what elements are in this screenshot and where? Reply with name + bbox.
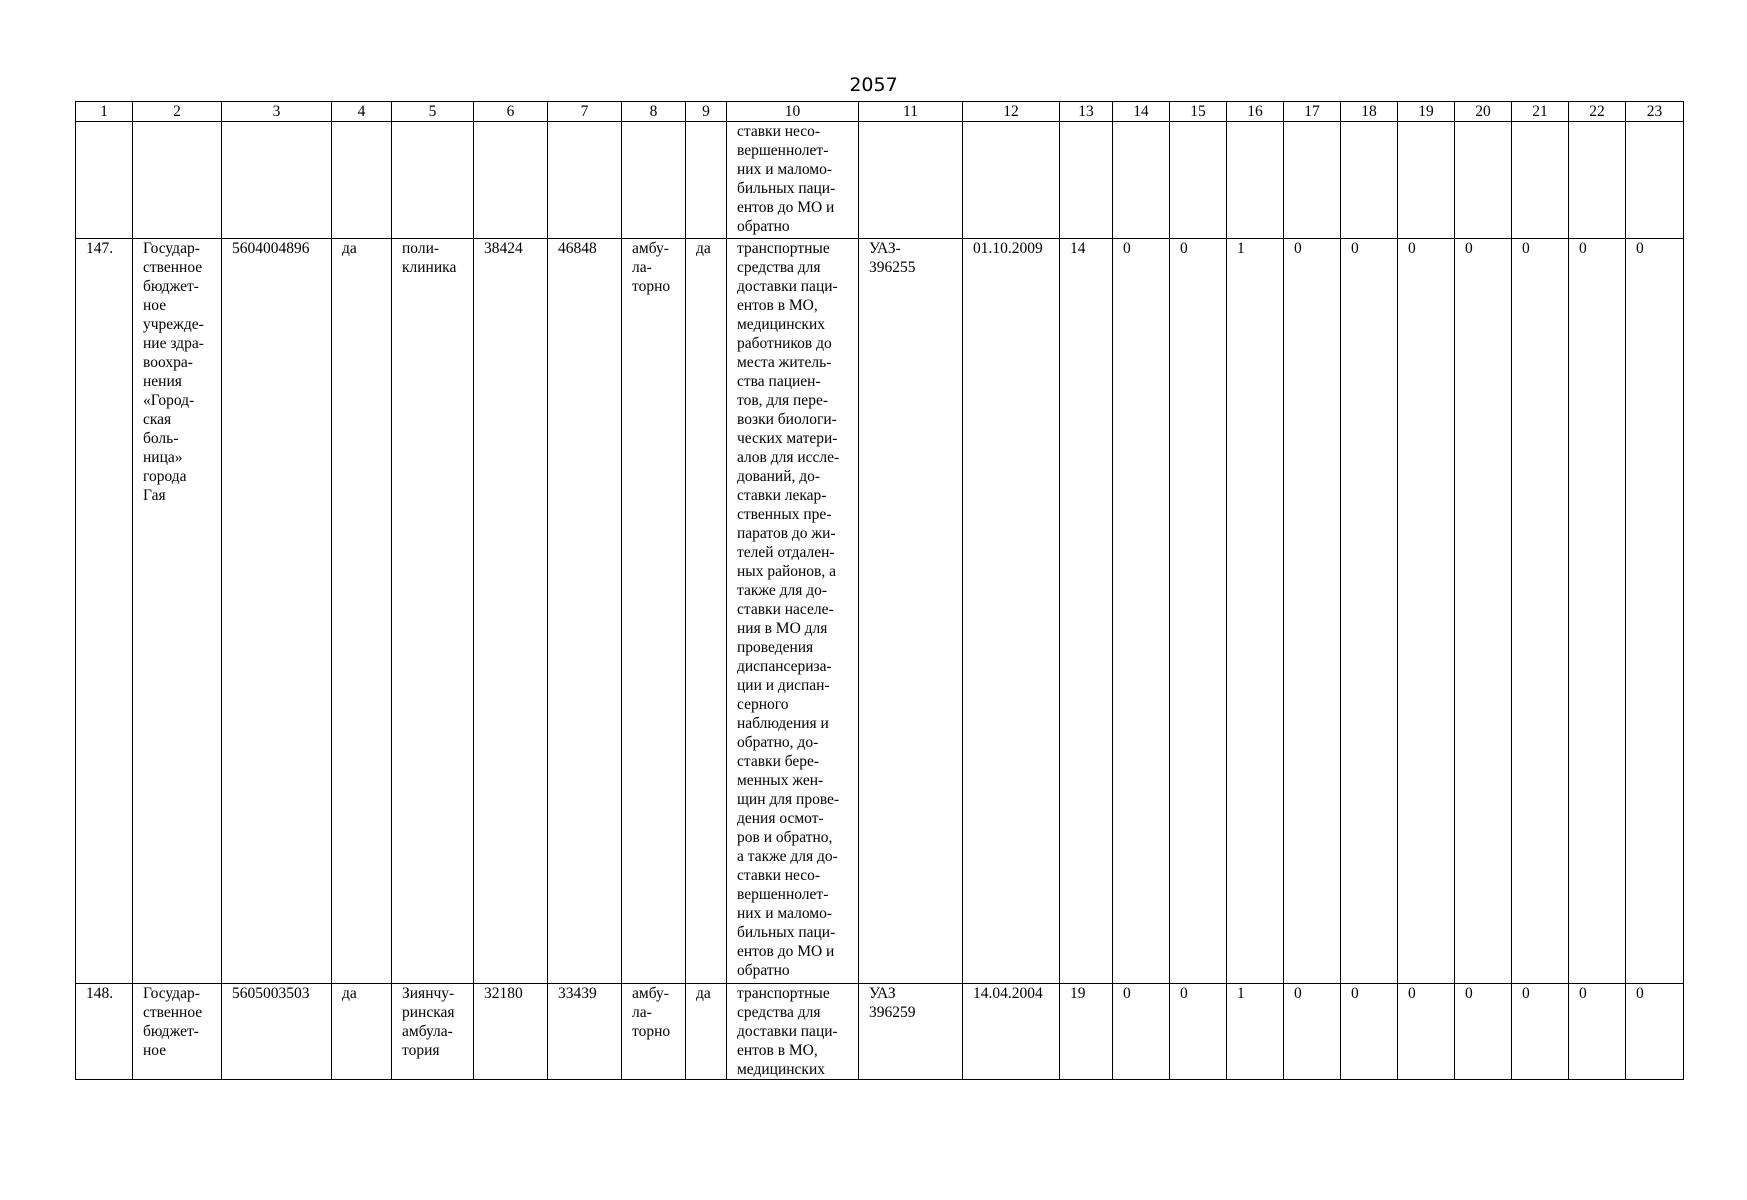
organization-name-cell: Государ- ственное бюджет- ное учрежде- ние здра- воохра- нения «Город- ская боль- ница» города Гая	[133, 239, 222, 984]
subdivision-cell: поли- клиника	[392, 239, 474, 984]
table-cell	[133, 122, 222, 239]
table-cell	[686, 122, 727, 239]
table-cell: 0	[1398, 239, 1455, 984]
column-number-row	[76, 102, 1684, 122]
table-cell: 0	[1569, 239, 1626, 984]
table-cell: 0	[1512, 239, 1569, 984]
table-cell	[1227, 122, 1284, 239]
table-row-147	[76, 239, 1684, 984]
table-cell	[222, 122, 332, 239]
vehicle-model-cell: УАЗ- 396255	[859, 239, 963, 984]
table-cell: 14	[1060, 239, 1113, 984]
table-cell: ставки несо- вершеннолет- них и маломо- бильных паци- ентов до МО и обратно	[727, 122, 859, 239]
table-cell: 1	[1227, 984, 1284, 1080]
column-number: 2	[133, 102, 222, 122]
table-cell: 0	[1626, 984, 1684, 1080]
purpose-cell: транспортные средства для доставки паци- ентов в МО, медицинских работников до места житель- ства пациен- тов, для пере- возки биологи- ческих матери- алов для иссле- дований, до- ставки лекар- ственных пре- паратов до жи- телей отдален- ных районов, а также для до- ставки населе- ния в МО для проведения диспансериза- ции и диспан- серного наблюдения и обратно, до- ставки бере- менных жен- щин для прове- дения осмот- ров и обратно, а также для до- ставки несо- вершеннолет- них и маломо- бильных паци- ентов до МО и обратно	[727, 239, 859, 984]
table-cell: 32180	[474, 984, 548, 1080]
table-cell: 0	[1398, 984, 1455, 1080]
table-cell	[859, 122, 963, 239]
row-number-cell: 148.	[76, 984, 133, 1080]
column-number: 18	[1341, 102, 1398, 122]
table-cell: да	[332, 984, 392, 1080]
column-number: 4	[332, 102, 392, 122]
table-cell	[963, 122, 1060, 239]
table-cell: 0	[1512, 984, 1569, 1080]
column-number: 8	[622, 102, 686, 122]
page-number: 2057	[849, 74, 898, 96]
table-row-148	[76, 984, 1684, 1080]
table-cell: 0	[1284, 984, 1341, 1080]
table-cell: да	[686, 984, 727, 1080]
table-cell	[1284, 122, 1341, 239]
column-number: 3	[222, 102, 332, 122]
date-cell: 14.04.2004	[963, 984, 1060, 1080]
table-cell	[622, 122, 686, 239]
column-number: 6	[474, 102, 548, 122]
table-cell: да	[332, 239, 392, 984]
care-type-cell: амбу- ла- торно	[622, 239, 686, 984]
table-cell: 46848	[548, 239, 622, 984]
table-cell: 1	[1227, 239, 1284, 984]
table-cell: 0	[1455, 984, 1512, 1080]
column-number: 7	[548, 102, 622, 122]
column-number: 20	[1455, 102, 1512, 122]
table-cell	[1113, 122, 1170, 239]
table-cell	[474, 122, 548, 239]
organization-name-cell: Государ- ственное бюджет- ное	[133, 984, 222, 1080]
table-cell: да	[686, 239, 727, 984]
column-number: 9	[686, 102, 727, 122]
table-cell	[332, 122, 392, 239]
table-cell: 0	[1170, 984, 1227, 1080]
care-type-cell: амбу- ла- торно	[622, 984, 686, 1080]
table-cell	[1569, 122, 1626, 239]
table-cell	[1626, 122, 1684, 239]
subdivision-cell: Зиянчу- ринская амбула- тория	[392, 984, 474, 1080]
table-cell	[548, 122, 622, 239]
column-number: 5	[392, 102, 474, 122]
table-row-continuation	[76, 122, 1684, 239]
column-number: 22	[1569, 102, 1626, 122]
table-cell: 33439	[548, 984, 622, 1080]
column-number: 1	[76, 102, 133, 122]
table-cell: 0	[1113, 984, 1170, 1080]
column-number: 19	[1398, 102, 1455, 122]
inn-cell: 5605003503	[222, 984, 332, 1080]
table-cell: 19	[1060, 984, 1113, 1080]
table-cell	[1341, 122, 1398, 239]
table-cell: 38424	[474, 239, 548, 984]
row-number-cell: 147.	[76, 239, 133, 984]
vehicle-model-cell: УАЗ 396259	[859, 984, 963, 1080]
table-cell	[76, 122, 133, 239]
column-number: 15	[1170, 102, 1227, 122]
table-cell	[1170, 122, 1227, 239]
registry-table	[75, 101, 1684, 1080]
table-cell: 0	[1569, 984, 1626, 1080]
date-cell: 01.10.2009	[963, 239, 1060, 984]
table-cell: 0	[1455, 239, 1512, 984]
column-number: 17	[1284, 102, 1341, 122]
column-number: 10	[727, 102, 859, 122]
table-cell: 0	[1170, 239, 1227, 984]
column-number: 21	[1512, 102, 1569, 122]
column-number: 11	[859, 102, 963, 122]
column-number: 12	[963, 102, 1060, 122]
purpose-cell: транспортные средства для доставки паци- ентов в МО, медицинских	[727, 984, 859, 1080]
table-cell: 0	[1341, 239, 1398, 984]
table-cell	[1398, 122, 1455, 239]
column-number: 16	[1227, 102, 1284, 122]
table-cell	[1512, 122, 1569, 239]
column-number: 23	[1626, 102, 1684, 122]
table-cell	[1455, 122, 1512, 239]
inn-cell: 5604004896	[222, 239, 332, 984]
table-cell: 0	[1341, 984, 1398, 1080]
table-cell: 0	[1113, 239, 1170, 984]
table-cell: 0	[1626, 239, 1684, 984]
table-cell	[1060, 122, 1113, 239]
table-cell: 0	[1284, 239, 1341, 984]
column-number: 13	[1060, 102, 1113, 122]
column-number: 14	[1113, 102, 1170, 122]
table-cell	[392, 122, 474, 239]
